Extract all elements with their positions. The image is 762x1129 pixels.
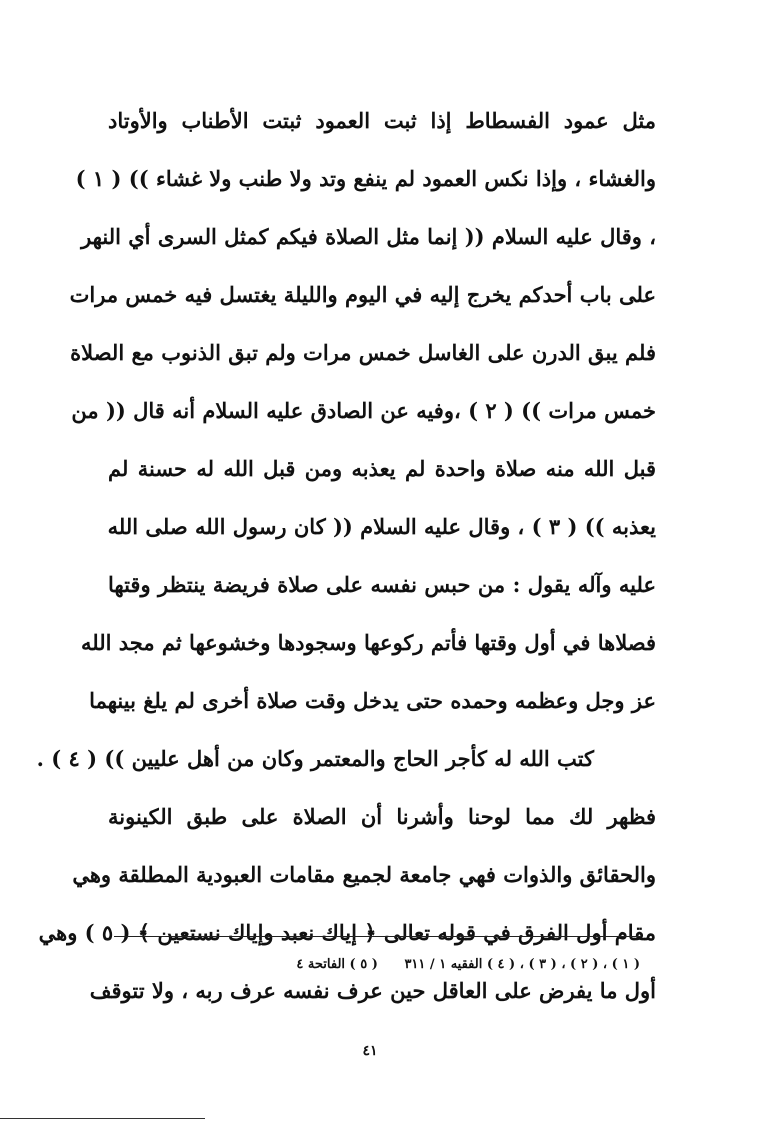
footnote-refs-1-4: ( ١ ) ، ( ٢ ) ، ( ٣ ) ، ( ٤ ) الفقيه ١ / ٣١١: [404, 957, 640, 972]
text-line: فصلاها في أول وقتها فأتم ركوعها وسجودها وخشوعها ثم مجد الله: [81, 630, 656, 655]
text-line: فظهر لك مما لوحنا وأشرنا أن الصلاة على طبق الكينونة: [108, 804, 656, 829]
text-line: والغشاء ، وإذا نكس العمود لم ينفع وتد ولا طنب ولا غشاء )) ( ١ ): [75, 166, 656, 191]
text-line: عليه وآله يقول : من حبس نفسه على صلاة فريضة ينتظر وقتها: [108, 572, 656, 597]
footnotes: [240, 957, 640, 972]
text-line: ، وقال عليه السلام (( إنما مثل الصلاة فيكم كمثل السرى أي النهر: [81, 224, 656, 249]
text-line: خمس مرات )) ( ٢ ) ،وفيه عن الصادق عليه السلام أنه قال (( من: [71, 398, 656, 423]
text-line: قبل الله منه صلاة واحدة لم يعذبه ومن قبل الله له حسنة لم: [108, 456, 656, 481]
footnote-ref-5: ( ٥ ) الفاتحة ٤: [296, 957, 378, 972]
text-line: مقام أول الفرق في قوله تعالى ﴿ إياك نعبد وإياك نستعين ﴾ ( ٥ ) وهي: [38, 920, 656, 945]
text-line: يعذبه )) ( ٣ ) ، وقال عليه السلام (( كان رسول الله صلى الله: [107, 514, 656, 539]
text-line: مثل عمود الفسطاط إذا ثبت العمود ثبتت الأطناب والأوتاد: [108, 108, 656, 133]
text-line: على باب أحدكم يخرج إليه في اليوم والليلة يغتسل فيه خمس مرات: [69, 282, 656, 307]
text-line: فلم يبق الدرن على الغاسل خمس مرات ولم تبق الذنوب مع الصلاة: [70, 340, 656, 365]
text-line: والحقائق والذوات فهي جامعة لجميع مقامات العبودية المطلقة وهي: [72, 862, 656, 887]
text-line: كتب الله له كأجر الحاج والمعتمر وكان من أهل عليين )) ( ٤ ) .: [36, 746, 594, 771]
text-line: أول ما يفرض على العاقل حين عرف نفسه عرف ربه ، ولا تتوقف: [89, 978, 656, 1003]
page-number: ٤١: [362, 1043, 378, 1059]
body-text: [36, 92, 656, 1020]
footnote-divider: [114, 936, 641, 937]
text-line: عز وجل وعظمه وحمده حتى يدخل وقت صلاة أخرى لم يلغ بينهما: [89, 688, 656, 713]
bottom-edge-line: [0, 1118, 205, 1119]
